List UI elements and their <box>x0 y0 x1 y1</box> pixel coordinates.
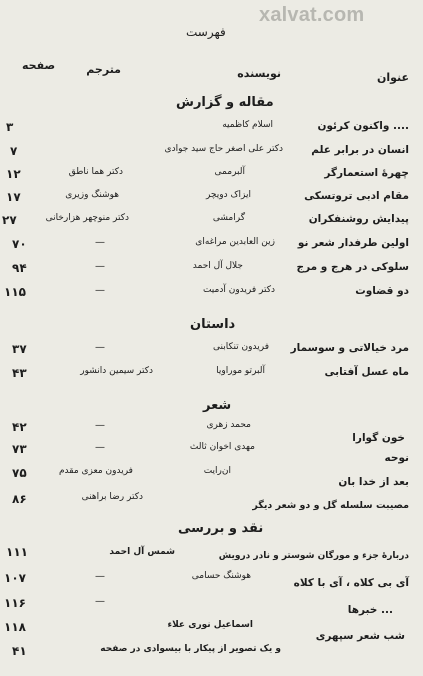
toc-row <box>0 144 423 166</box>
entry-page: ۱۲ <box>6 167 21 181</box>
entry-title: اولین طرفدار شعر نو <box>297 237 409 249</box>
entry-title: مرد خیالاتی و سوسمار <box>290 342 409 354</box>
column-header-translator: مترجم <box>86 63 121 76</box>
entry-translator: — <box>95 420 105 431</box>
entry-page: ۷ <box>10 144 18 158</box>
entry-author: هوشنگ حسامی <box>191 571 251 581</box>
entry-title: شب شعر سپهری <box>315 630 405 642</box>
entry-title: دو قضاوت <box>355 285 409 297</box>
entry-translator: دکتر منوچهر هزارخانی <box>45 213 129 223</box>
entry-translator: — <box>95 261 105 272</box>
column-header-author: نویسنده <box>237 67 281 80</box>
watermark: xalvat.com <box>259 4 365 26</box>
toc-row <box>0 620 423 642</box>
entry-page: ۹۴ <box>12 261 27 275</box>
toc-row <box>0 261 423 283</box>
entry-page: ۷۵ <box>12 466 27 480</box>
entry-author: اسلام کاظمیه <box>222 120 273 130</box>
entry-title: پیدایش روشنفکران <box>308 213 409 225</box>
entry-title: دربارهٔ جزء و مورگان شوستر و نادر درویش <box>218 551 409 561</box>
entry-author: گرامشی <box>212 213 245 223</box>
page-title: فهرست <box>186 25 226 39</box>
entry-author: محمد زهری <box>206 420 251 430</box>
toc-row <box>0 213 423 235</box>
entry-page: ۷۰ <box>12 237 27 251</box>
entry-page: ۴۳ <box>12 366 27 380</box>
toc-row <box>0 644 423 666</box>
entry-page: ۸۶ <box>12 492 27 506</box>
entry-title: مقام ادبی تروتسکی <box>304 190 409 202</box>
entry-page: ۳ <box>6 120 14 134</box>
entry-translator: دکتر هما ناطق <box>68 167 123 177</box>
column-header-title: عنوان <box>376 71 409 84</box>
entry-title: خبرها ... <box>347 604 393 616</box>
entry-title: خون گوارا <box>352 432 405 444</box>
entry-author: دکتر فریدون آدمیت <box>202 285 275 295</box>
entry-note: و یک تصویر از پیکار با بیسوادی در صفحه <box>100 644 281 654</box>
toc-row <box>0 342 423 364</box>
entry-author: فریدون تنکابنی <box>213 342 269 352</box>
entry-title: مصیبت سلسله گل و دو شعر دیگر <box>252 500 409 511</box>
toc-row <box>0 442 423 464</box>
entry-title: چهرهٔ استعمارگر <box>324 167 409 179</box>
toc-row <box>0 237 423 259</box>
column-header-page: صفحه <box>22 59 56 72</box>
entry-page: ۱۰۷ <box>4 571 26 585</box>
entry-author: آلبرممی <box>214 167 245 177</box>
toc-row <box>0 366 423 388</box>
toc-row <box>0 167 423 189</box>
entry-author: ایزاک دویچر <box>205 190 251 200</box>
toc-row <box>0 571 423 593</box>
entry-title: سلوکی در هرج و مرج <box>296 261 409 273</box>
entry-title: ماه عسل آفتابی <box>324 366 409 378</box>
entry-page: ۴۲ <box>12 420 27 434</box>
entry-translator: هوشنگ وزیری <box>65 190 119 200</box>
entry-translator: — <box>95 237 105 248</box>
entry-title: نوحه <box>384 452 409 464</box>
toc-row <box>0 596 423 618</box>
entry-author: زین العابدین مراغه‌ای <box>195 237 275 247</box>
toc-row <box>0 545 423 567</box>
entry-title: بعد از خدا بان <box>338 476 409 488</box>
section-heading-essays: مقاله و گزارش <box>176 95 274 110</box>
toc-row <box>0 120 423 142</box>
toc-row <box>0 492 423 514</box>
entry-author: مهدی اخوان ثالث <box>189 442 255 452</box>
toc-row <box>0 190 423 212</box>
entry-author: اسماعیل نوری علاء <box>167 620 253 630</box>
entry-author: ان‌رایت <box>203 466 231 476</box>
entry-title: آی بی کلاه ، آی با کلاه <box>293 577 409 589</box>
section-heading-poetry: شعر <box>203 398 232 413</box>
entry-author: شمس آل احمد <box>109 547 175 557</box>
toc-row <box>0 466 423 488</box>
toc-row <box>0 285 423 307</box>
entry-author: جلال آل احمد <box>192 261 243 271</box>
entry-page: ۱۱۸ <box>4 620 26 634</box>
entry-page: ۲۷ <box>2 213 17 227</box>
entry-translator: فریدون معزی مقدم <box>58 466 133 476</box>
entry-author: دکتر رضا براهنی <box>81 492 143 502</box>
entry-page: ۱۱۵ <box>4 285 26 299</box>
entry-page: ۷۳ <box>12 442 27 456</box>
entry-author: دکتر علی اصغر حاج سید جوادی <box>164 144 283 154</box>
section-heading-criticism: نقد و بررسی <box>178 521 264 536</box>
entry-translator: — <box>95 596 105 607</box>
entry-translator: — <box>95 571 105 582</box>
entry-translator: دکتر سیمین دانشور <box>80 366 153 376</box>
entry-translator: — <box>95 442 105 453</box>
entry-title: انسان در برابر علم <box>311 144 409 156</box>
entry-page: ۱۱۱ <box>6 545 28 559</box>
entry-page: ۴۱ <box>12 644 27 658</box>
entry-author: آلبرتو موراویا <box>216 366 265 376</box>
entry-page: ۱۷ <box>6 190 21 204</box>
toc-row <box>0 420 423 442</box>
entry-title: واکنون کرئون .... <box>317 120 409 132</box>
entry-page: ۳۷ <box>12 342 27 356</box>
entry-translator: — <box>95 285 105 296</box>
entry-page: ۱۱۶ <box>4 596 26 610</box>
entry-translator: — <box>95 342 105 353</box>
section-heading-fiction: داستان <box>190 317 236 332</box>
